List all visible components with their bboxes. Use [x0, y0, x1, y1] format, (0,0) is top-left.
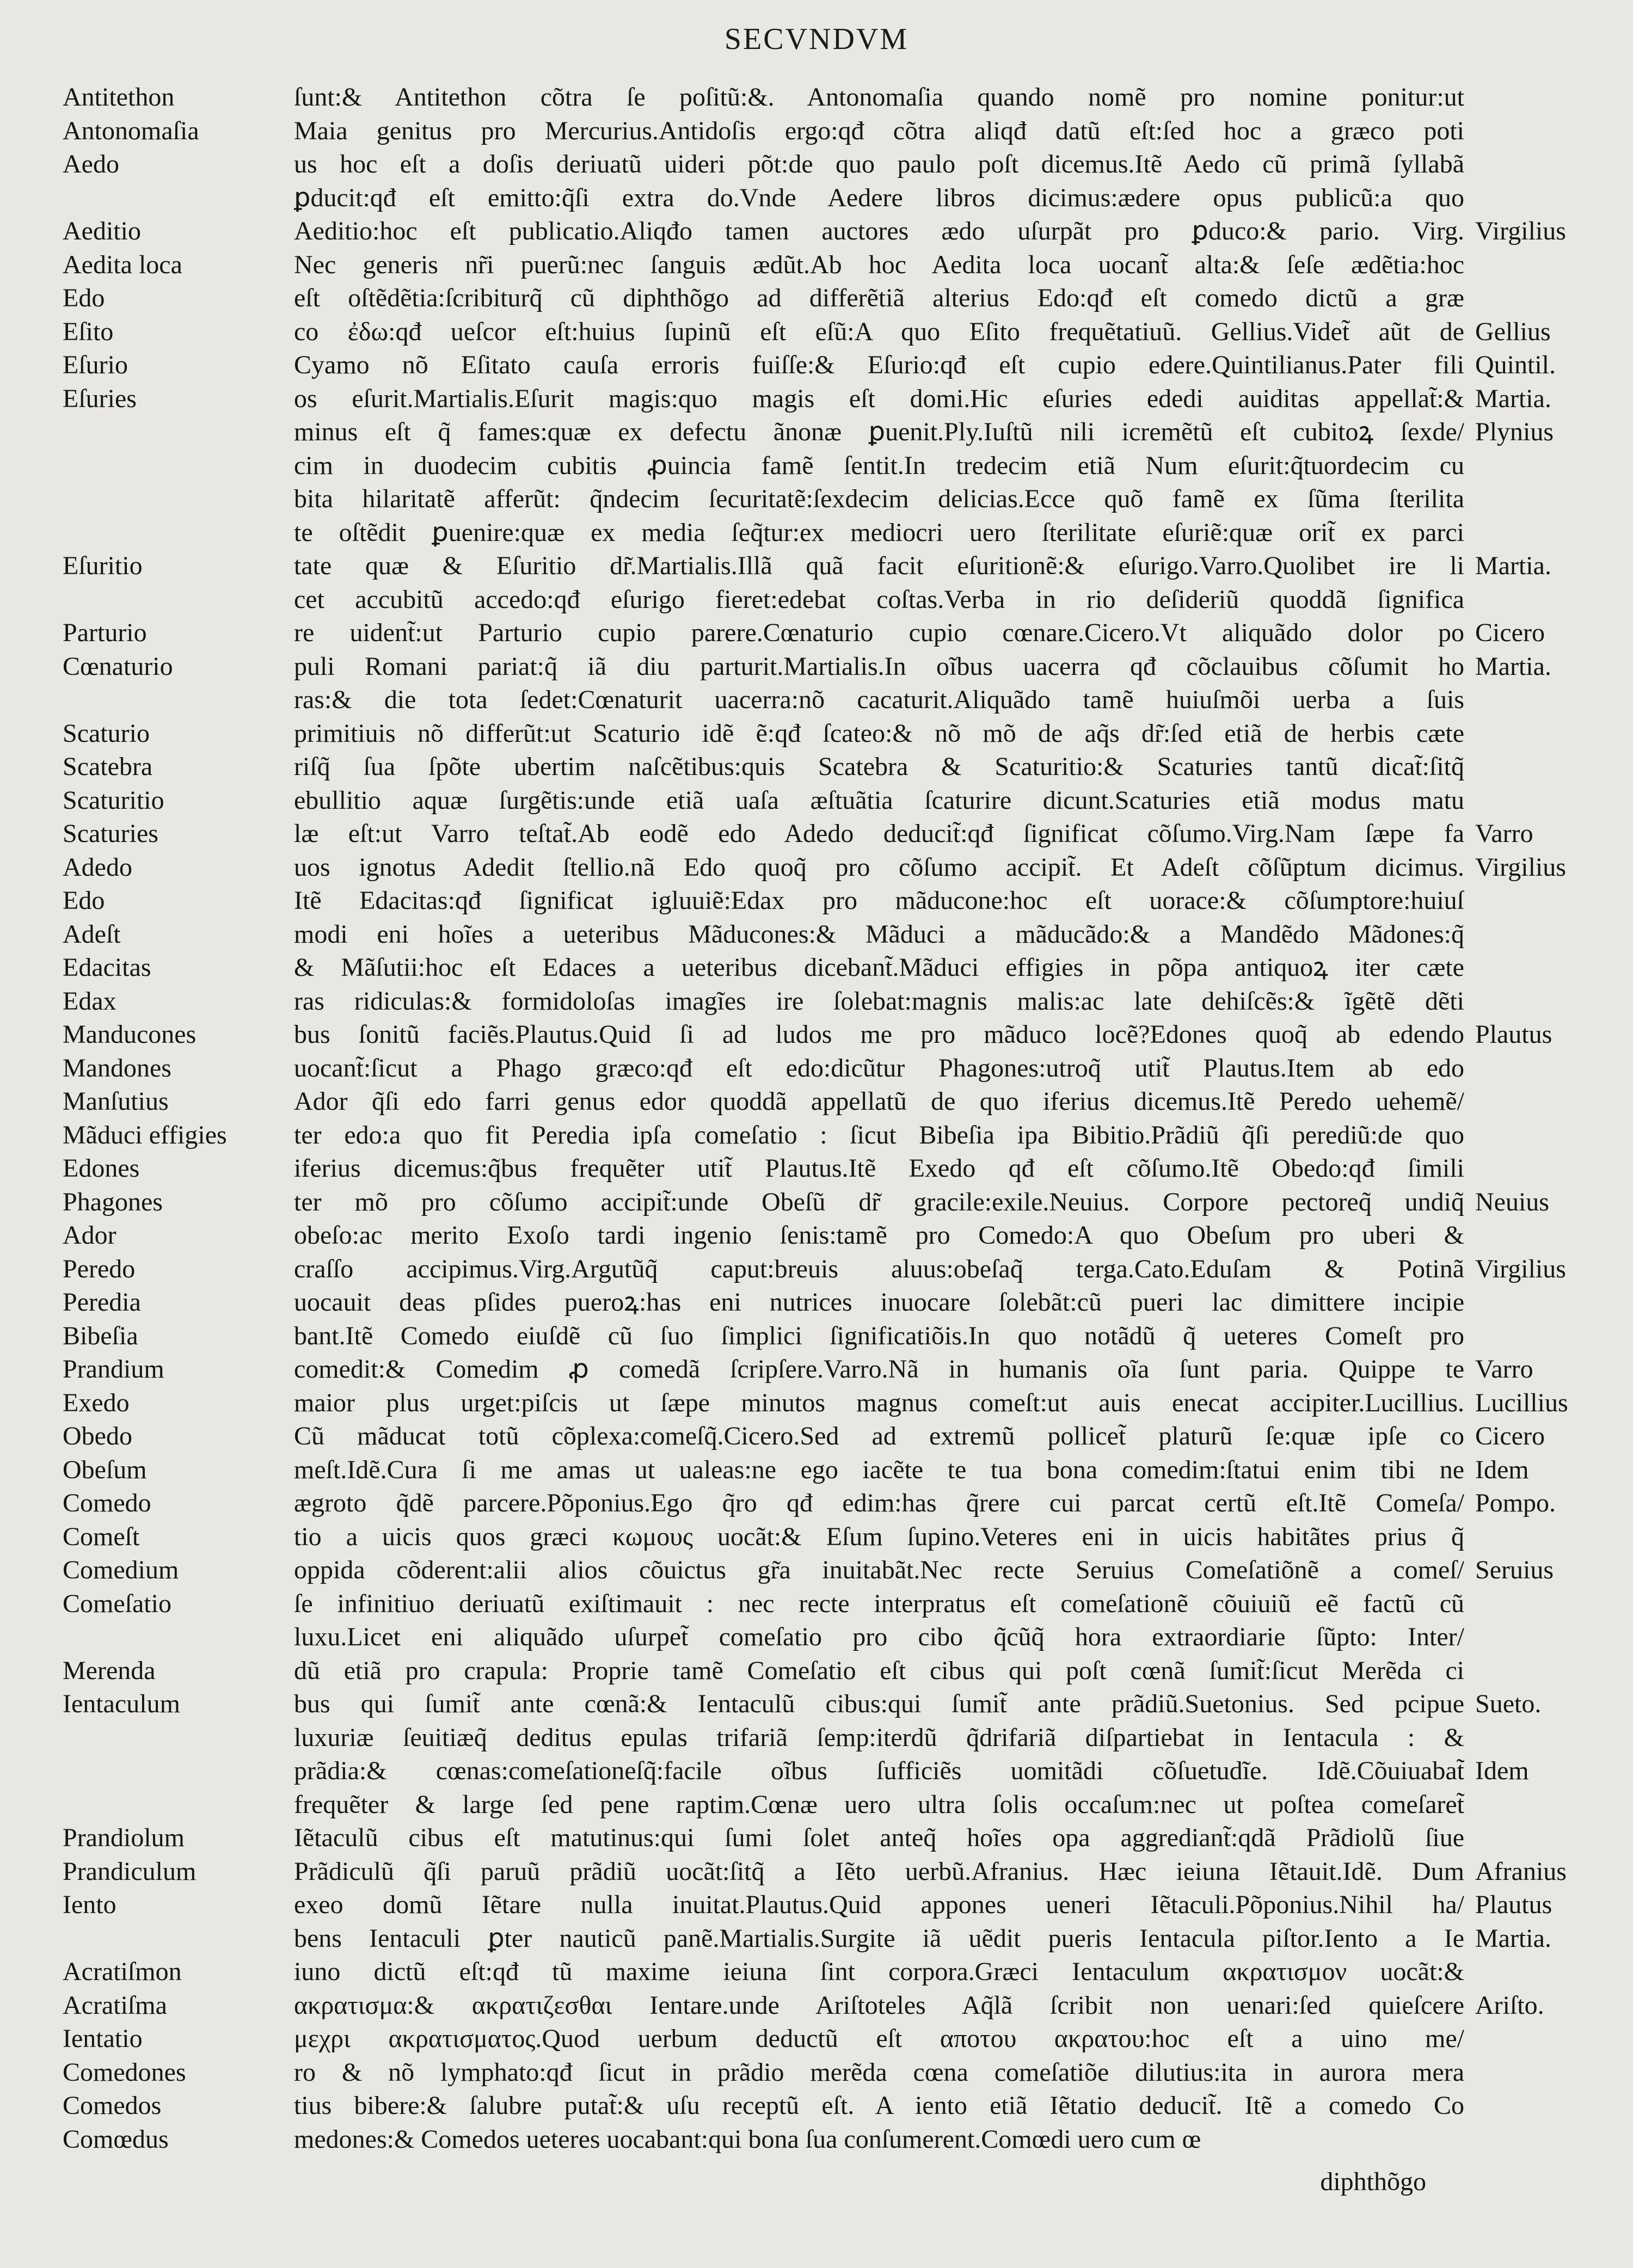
- body-text-line: dũ etiã pro crapula: Proprie tamẽ Comeſatio eſt cibus qui poſt cœnã ſumit̃:ſicut Merẽda ci: [294, 1656, 1464, 1685]
- left-margin-note: Parturio: [63, 618, 147, 647]
- left-margin-note: Comedium: [63, 1556, 179, 1584]
- body-text-line: ſe infinitiuo deriuatũ exiſtimauit : nec recte interpratus eſt comeſationẽ cõuiuiũ eẽ factũ cũ: [294, 1589, 1464, 1618]
- text-line: [0, 81, 1633, 114]
- right-margin-note: Martia.: [1475, 384, 1551, 413]
- text-line: [0, 1587, 1633, 1621]
- left-margin-note: Mãduci effigies: [63, 1120, 227, 1150]
- body-text-line: læ eſt:ut Varro teſtat̃.Ab eodẽ edo Adedo deducit̃:qđ ſignificat cõſumo.Virg.Nam ſæpe fa: [294, 819, 1464, 848]
- left-margin-note: Comedo: [63, 1489, 151, 1517]
- text-line: [0, 1520, 1633, 1554]
- body-text-line: comedit:& Comedim ꝓ comedã ſcripſere.Varro.Nã in humanis oĩa ſunt paria. Quippe te: [294, 1355, 1464, 1384]
- body-text-line: Aeditio:hoc eſt publicatio.Aliqđo tamen auctores ædo uſurpãt pro ꝑduco:& pario. Virg.: [294, 217, 1464, 245]
- body-text-line: Iẽtaculũ cibus eſt matutinus:qui ſumi ſolet anteq̃ hoĩes opa aggrediant̃:qdã Prãdiolũ ſiue: [294, 1823, 1464, 1852]
- text-line: [0, 2056, 1633, 2089]
- text-line: [0, 683, 1633, 717]
- right-margin-note: Lucillius: [1475, 1388, 1568, 1417]
- right-margin-note: Seruius: [1475, 1556, 1554, 1584]
- text-line: [0, 214, 1633, 248]
- text-line: [0, 147, 1633, 181]
- body-text-line: re uident̃:ut Parturio cupio parere.Cœnaturio cupio cœnare.Cicero.Vt aliquãdo dolor po: [294, 618, 1464, 647]
- body-text-line: Cyamo nõ Eſitato cauſa erroris fuiſſe:& Eſurio:qđ eſt cupio edere.Quintilianus.Pater fili: [294, 351, 1464, 379]
- body-text-line: puli Romani pariat:q̃ iã diu parturit.Martialis.In oĩbus uacerra qđ cõclauibus cõſumit ho: [294, 651, 1464, 681]
- right-margin-note: Plynius: [1475, 417, 1554, 446]
- left-margin-note: Comedones: [63, 2057, 186, 2087]
- text-line: [0, 1319, 1633, 1353]
- left-margin-note: Aedita loca: [63, 250, 182, 279]
- text-line: [0, 1855, 1633, 1889]
- body-text-line: bant.Itẽ Comedo eiuſdẽ cũ ſuo ſimplici ſignificatiõis.In quo notãdũ q̃ ueteres Comeſt pro: [294, 1321, 1464, 1350]
- left-margin-note: Acratiſma: [63, 1990, 167, 2020]
- left-margin-note: Antitethon: [63, 83, 175, 112]
- left-margin-note: Scatebra: [63, 752, 153, 781]
- right-margin-note: Varro: [1475, 1355, 1533, 1384]
- right-margin-note: Neuius: [1475, 1187, 1549, 1216]
- body-text-line: frequẽter & large ſed pene raptim.Cœnæ uero ultra ſolis occaſum:nec ut poſtea comeſaret̃: [294, 1790, 1464, 1819]
- text-line: [0, 750, 1633, 784]
- right-margin-note: Idem: [1475, 1455, 1529, 1484]
- right-margin-note: Pompo.: [1475, 1489, 1556, 1517]
- text-line: [0, 1386, 1633, 1420]
- body-text-line: μεχρι ακρατισματος.Quod uerbum deductũ eſt αποτου ακρατου:hoc eſt a uino me/: [294, 2024, 1464, 2053]
- text-line: [0, 382, 1633, 416]
- body-text-line: bita hilaritatẽ afferũt: q̃ndecim ſecuritatẽ:ſexdecim delicias.Ecce quõ famẽ ex ſũma ſterilita: [294, 484, 1464, 513]
- text-line: [0, 1286, 1633, 1319]
- body-text-line: luxuriæ ſeuitiæq̃ deditus epulas trifariã ſemp:iterdũ q̃drifariã diſpartiebat in Ientacula : &: [294, 1723, 1464, 1752]
- left-margin-note: Edax: [63, 986, 116, 1016]
- body-text-line: os eſurit.Martialis.Eſurit magis:quo magis eſt domi.Hic eſuries ededi auiditas appellat̃:&: [294, 384, 1464, 413]
- left-margin-note: Prandium: [63, 1355, 164, 1384]
- left-margin-note: Bibeſia: [63, 1321, 138, 1350]
- text-line: [0, 1252, 1633, 1286]
- right-margin-note: Quintil.: [1475, 351, 1556, 379]
- body-text-line: ras:& die tota ſedet:Cœnaturit uacerra:nõ cacaturit.Aliquãdo tamẽ huiuſmõi uerba a ſuis: [294, 685, 1464, 714]
- text-line: [0, 784, 1633, 818]
- right-margin-note: Virgilius: [1475, 1254, 1566, 1283]
- text-line: [0, 1152, 1633, 1185]
- body-text-line: ꝑducit:qđ eſt emitto:q̃ſi extra do.Vnde Aedere libros dicimus:ædere opus publicũ:a quo: [294, 183, 1464, 212]
- body-text-line: & Mãſutii:hoc eſt Edaces a ueteribus dicebant̃.Mãduci effigies in põpa antiquoꝝ iter cæte: [294, 953, 1464, 982]
- body-text-line: bus ſonitũ faciẽs.Plautus.Quid ſi ad ludos me pro mãduco locẽ?Edones quoq̃ ab edendo: [294, 1020, 1464, 1049]
- text-line: [0, 1754, 1633, 1788]
- left-margin-note: Adeſt: [63, 919, 121, 949]
- text-line: [0, 1821, 1633, 1855]
- left-margin-note: Edones: [63, 1154, 140, 1183]
- left-margin-note: Exedo: [63, 1388, 130, 1417]
- body-text-line: tius bibere:& ſalubre putat̃:& uſu receptũ eſt. A iento etiã Iẽtatio deducit̃. Itẽ a comedo Co: [294, 2091, 1464, 2120]
- body-text-line: Ador q̃ſi edo farri genus edor quoddã appellatũ de quo iferius dicemus.Itẽ Peredo uehemẽ/: [294, 1087, 1464, 1116]
- text-line: [0, 1888, 1633, 1922]
- left-margin-note: Scaturitio: [63, 785, 164, 815]
- left-margin-note: Aeditio: [63, 217, 141, 245]
- left-margin-note: Acratiſmon: [63, 1957, 182, 1986]
- left-margin-note: Eſito: [63, 317, 114, 346]
- body-text-line: ter edo:a quo fit Peredia ipſa comeſatio : ſicut Bibeſia ipa Bibitio.Prãdiũ q̃ſi perediũ:de quo: [294, 1120, 1464, 1150]
- left-margin-note: Phagones: [63, 1187, 163, 1216]
- left-margin-note: Peredo: [63, 1254, 136, 1283]
- body-text-line: co ἐδω:qđ ueſcor eſt:huius ſupinũ eſt eſũ:A quo Eſito frequẽtatiuũ. Gellius.Videt̃ aũt de: [294, 317, 1464, 346]
- text-line: [0, 616, 1633, 650]
- left-margin-note: Scaturio: [63, 718, 150, 748]
- body-text-line: Cũ mãducat totũ cõplexa:comeſq̃.Cicero.Sed ad extremũ pollicet̃ platurũ ſe:quæ ipſe co: [294, 1422, 1464, 1450]
- text-line: [0, 248, 1633, 282]
- text-line: [0, 281, 1633, 315]
- text-line: [0, 1018, 1633, 1052]
- text-line: [0, 1118, 1633, 1152]
- body-text-line: ebullitio aquæ ſurgẽtis:unde etiã uaſa æſtuãtia ſcaturire dicunt.Scaturies etiã modus matu: [294, 785, 1464, 815]
- body-text-line: oppida cõderent:alii alios cõuictus gr̃a inuitabãt.Nec recte Seruius Comeſatiõnẽ a comeſ/: [294, 1556, 1464, 1584]
- left-margin-note: Aedo: [63, 150, 119, 179]
- text-line: [0, 851, 1633, 884]
- left-margin-note: Comeſatio: [63, 1589, 171, 1618]
- text-line: [0, 1955, 1633, 1989]
- left-margin-note: Prandiolum: [63, 1823, 185, 1852]
- body-text-line: tio a uicis quos græci κωμους uocãt:& Eſum ſupino.Veteres eni in uicis habitãtes prius q̃: [294, 1522, 1464, 1551]
- text-line: [0, 482, 1633, 516]
- body-text-line: primitiuis nõ differũt:ut Scaturio idẽ ẽ:qđ ſcateo:& nõ mõ de aq̃s dr̃:ſed etiã de herbis cæte: [294, 718, 1464, 748]
- text-line: [0, 1989, 1633, 2023]
- text-line: [0, 348, 1633, 382]
- body-text-line: uocauit deas pſides pueroꝝ:has eni nutrices inuocare ſolebãt:cũ pueri lac dimittere incipie: [294, 1288, 1464, 1317]
- body-text-line: luxu.Licet eni aliquãdo uſurpet̃ comeſatio pro cibo q̃cũq̃ hora extraordiarie ſũpto: Inter/: [294, 1622, 1464, 1651]
- left-margin-note: Adedo: [63, 852, 132, 882]
- text-line: [0, 2123, 1633, 2156]
- left-margin-note: Iento: [63, 1890, 116, 1919]
- right-margin-note: Martia.: [1475, 1923, 1551, 1953]
- left-margin-note: Edacitas: [63, 953, 151, 982]
- text-line: [0, 1185, 1633, 1219]
- body-text-line: riſq̃ ſua ſpõte ubertim naſcẽtibus:quis Scatebra & Scaturitio:& Scaturies tantũ dicat̃:ſitq̃: [294, 752, 1464, 781]
- text-line: [0, 985, 1633, 1018]
- right-margin-note: Cicero: [1475, 1422, 1545, 1450]
- body-text-line: obeſo:ac merito Exoſo tardi ingenio ſenis:tamẽ pro Comedo:A quo Obeſum pro uberi &: [294, 1221, 1464, 1250]
- body-text-line: ro & nõ lymphato:qđ ſicut in prãdio merẽda cœna comeſatiõe dilutius:ita in aurora mera: [294, 2057, 1464, 2087]
- body-text-line: bus qui ſumit̃ ante cœnã:& Ientaculũ cibus:qui ſumit̃ ante prãdiũ.Suetonius. Sed pcipue: [294, 1689, 1464, 1718]
- left-margin-note: Antonomaſia: [63, 116, 199, 145]
- body-text-line: bens Ientaculi ꝑter nauticũ panẽ.Martialis.Surgite iã uẽdit pueris Ientacula piſtor.Iento a Ie: [294, 1923, 1464, 1953]
- text-line: [0, 315, 1633, 349]
- body-text-line: cet accubitũ accedo:qđ eſurigo fieret:edebat coſtas.Verba in rio deſideriũ quoddã ſignifica: [294, 585, 1464, 614]
- text-line: [0, 817, 1633, 851]
- right-margin-note: Gellius: [1475, 317, 1551, 346]
- text-line: [0, 549, 1633, 583]
- body-text-line: Maia genitus pro Mercurius.Antidoſis ergo:qđ cõtra aliqđ datũ eſt:ſed hoc a græco poti: [294, 116, 1464, 145]
- left-margin-note: Eſuritio: [63, 551, 143, 580]
- left-margin-note: Manſutius: [63, 1087, 169, 1116]
- left-margin-note: Mandones: [63, 1053, 171, 1083]
- right-margin-note: Afranius: [1475, 1857, 1567, 1886]
- body-text-line: uos ignotus Adedit ſtellio.nã Edo quoq̃ pro cõſumo accipit̃. Et Adeſt cõſũptum dicimus.: [294, 852, 1464, 882]
- right-margin-note: Plautus: [1475, 1020, 1552, 1049]
- left-margin-note: Eſuries: [63, 384, 137, 413]
- left-margin-note: Cœnaturio: [63, 651, 173, 681]
- left-margin-note: Obedo: [63, 1422, 132, 1450]
- body-text-line: ſunt:& Antitethon cõtra ſe poſitũ:&. Antonomaſia quando nomẽ pro nomine ponitur:ut: [294, 83, 1464, 112]
- text-line: [0, 884, 1633, 918]
- text-line: [0, 2089, 1633, 2123]
- text-line: [0, 449, 1633, 483]
- right-margin-note: Plautus: [1475, 1890, 1552, 1919]
- body-text-line: te oſtẽdit ꝑuenire:quæ ex media ſeq̃tur:ex mediocri uero ſterilitate eſuriẽ:quæ orit̃ ex parci: [294, 518, 1464, 547]
- text-line: [0, 1353, 1633, 1386]
- right-margin-note: Martia.: [1475, 551, 1551, 580]
- catchword: diphthõgo: [1320, 2167, 1426, 2196]
- right-margin-note: Martia.: [1475, 651, 1551, 681]
- right-margin-note: Ariſto.: [1475, 1990, 1544, 2020]
- body-text-line: ακρατισμα:& ακρατιζεσθαι Ientare.unde Ariſtoteles Aq̃lã ſcribit non uenari:ſed quieſcere: [294, 1990, 1464, 2020]
- text-line: [0, 1419, 1633, 1453]
- text-line: [0, 1486, 1633, 1520]
- left-margin-note: Ientatio: [63, 2024, 143, 2053]
- left-margin-note: Edo: [63, 886, 105, 915]
- text-line: [0, 1687, 1633, 1721]
- body-text-line: ægroto q̃dẽ parcere.Põponius.Ego q̃ro qđ edim:has q̃rere cui parcat certũ eſt.Itẽ Comeſa/: [294, 1489, 1464, 1517]
- left-margin-note: Ador: [63, 1221, 116, 1250]
- left-margin-note: Scaturies: [63, 819, 158, 848]
- right-margin-note: Virgilius: [1475, 852, 1566, 882]
- body-text-line: meſt.Idẽ.Cura ſi me amas ut ualeas:ne ego iacẽte te tua bona comedim:ſtatui enim tibi ne: [294, 1455, 1464, 1484]
- body-text-line: eſt oſtẽdẽtia:ſcribiturq̃ cũ diphthõgo ad differẽtiã alterius Edo:qđ eſt comedo dictũ a græ: [294, 284, 1464, 312]
- body-text-line: ras ridiculas:& formidoloſas imagĩes ire ſolebat:magnis malis:ac late dehiſcẽs:& ĩgẽtẽ dẽti: [294, 986, 1464, 1016]
- left-margin-note: Comœdus: [63, 2124, 169, 2154]
- text-line: [0, 1654, 1633, 1688]
- text-line: [0, 1721, 1633, 1755]
- text-line: [0, 1553, 1633, 1587]
- body-text-line: exeo domũ Iẽtare nulla inuitat.Plautus.Quid appones ueneri Iẽtaculi.Põponius.Nihil ha/: [294, 1890, 1464, 1919]
- right-margin-note: Varro: [1475, 819, 1533, 848]
- text-line: [0, 951, 1633, 985]
- text-line: [0, 1922, 1633, 1956]
- body-text-line: tate quæ & Eſuritio dr̃.Martialis.Illã quã facit eſuritionẽ:& eſurigo.Varro.Quolibet ire li: [294, 551, 1464, 580]
- text-line: [0, 1219, 1633, 1252]
- body-text-line: iuno dictũ eſt:qđ tũ maxime ieiuna ſint corpora.Græci Ientaculum ακρατισμον uocãt:&: [294, 1957, 1464, 1986]
- body-text-line: iferius dicemus:q̃bus frequẽter utit̃ Plautus.Itẽ Exedo qđ eſt cõſumo.Itẽ Obedo:qđ ſimili: [294, 1154, 1464, 1183]
- left-margin-note: Edo: [63, 284, 105, 312]
- text-line: [0, 516, 1633, 550]
- text-line: [0, 415, 1633, 449]
- left-margin-note: Comedos: [63, 2091, 162, 2120]
- text-line: [0, 114, 1633, 148]
- left-margin-note: Comeſt: [63, 1522, 140, 1551]
- body-text-line: cim in duodecim cubitis ꝓuincia famẽ ſentit.In tredecim etiã Num eſurit:q̃tuordecim cu: [294, 451, 1464, 480]
- left-margin-note: Prandiculum: [63, 1857, 197, 1886]
- left-margin-note: Eſurio: [63, 351, 128, 379]
- right-margin-note: Idem: [1475, 1756, 1529, 1785]
- left-margin-note: Obeſum: [63, 1455, 147, 1484]
- left-margin-note: Ientaculum: [63, 1689, 180, 1718]
- text-line: [0, 650, 1633, 684]
- text-line: [0, 181, 1633, 215]
- text-line: [0, 1052, 1633, 1085]
- body-text-line: ter mõ pro cõſumo accipit̃:unde Obeſũ dr̃ gracile:exile.Neuius. Corpore pectoreq̃ undiq̃: [294, 1187, 1464, 1216]
- text-line: [0, 1620, 1633, 1654]
- text-line: [0, 918, 1633, 951]
- running-head: SECVNDVM: [724, 22, 909, 56]
- body-text-line: medones:& Comedos ueteres uocabant:qui bona ſua conſumerent.Comœdi uero cum œ: [294, 2124, 1201, 2154]
- right-margin-note: Cicero: [1475, 618, 1545, 647]
- text-line: [0, 1453, 1633, 1487]
- body-text-line: Prãdiculũ q̃ſi paruũ prãdiũ uocãt:ſitq̃ a Iẽto uerbũ.Afranius. Hæc ieiuna Iẽtauit.Idẽ. Dum: [294, 1857, 1464, 1886]
- text-line: [0, 583, 1633, 617]
- right-margin-note: Sueto.: [1475, 1689, 1542, 1718]
- left-margin-note: Merenda: [63, 1656, 156, 1685]
- body-text-line: Itẽ Edacitas:qđ ſignificat igluuiẽ:Edax pro mãducone:hoc eſt uorace:& cõſumptore:huiuſ: [294, 886, 1464, 915]
- text-line: [0, 717, 1633, 751]
- body-text-line: craſſo accipimus.Virg.Argutũq̃ caput:breuis aluus:obeſaq̃ terga.Cato.Eduſam & Potinã: [294, 1254, 1464, 1283]
- body-text-line: maior plus urget:piſcis ut ſæpe minutos magnus comeſt:ut auis enecat accipiter.Lucillius.: [294, 1388, 1464, 1417]
- body-text-line: minus eſt q̃ fames:quæ ex defectu ãnonæ ꝑuenit.Ply.Iuſtũ nili icremẽtũ eſt cubitoꝝ ſexde/: [294, 417, 1464, 446]
- body-text-line: Nec generis nr̃i puerũ:nec ſanguis ædũt.Ab hoc Aedita loca uocant̃ alta:& ſeſe ædẽtia:hoc: [294, 250, 1464, 279]
- text-line: [0, 1085, 1633, 1118]
- body-text-line: modi eni hoĩes a ueteribus Mãducones:& Mãduci a mãducãdo:& a Mandẽdo Mãdones:q̃: [294, 919, 1464, 949]
- body-text-line: us hoc eſt a doſis deriuatũ uideri põt:de quo paulo poſt dicemus.Itẽ Aedo cũ primã ſyllabã: [294, 150, 1464, 179]
- body-text-line: prãdia:& cœnas:comeſationeſq̃:facile oĩbus ſufficiẽs uomitãdi cõſuetudĩe. Idẽ.Cõuiuabat̃: [294, 1756, 1464, 1785]
- right-margin-note: Virgilius: [1475, 217, 1566, 245]
- body-text-line: uocant̃:ſicut a Phago græco:qđ eſt edo:dicũtur Phagones:utroq̃ utit̃ Plautus.Item ab edo: [294, 1053, 1464, 1083]
- text-line: [0, 2022, 1633, 2056]
- text-line: [0, 1788, 1633, 1822]
- left-margin-note: Peredia: [63, 1288, 141, 1317]
- left-margin-note: Manducones: [63, 1020, 197, 1049]
